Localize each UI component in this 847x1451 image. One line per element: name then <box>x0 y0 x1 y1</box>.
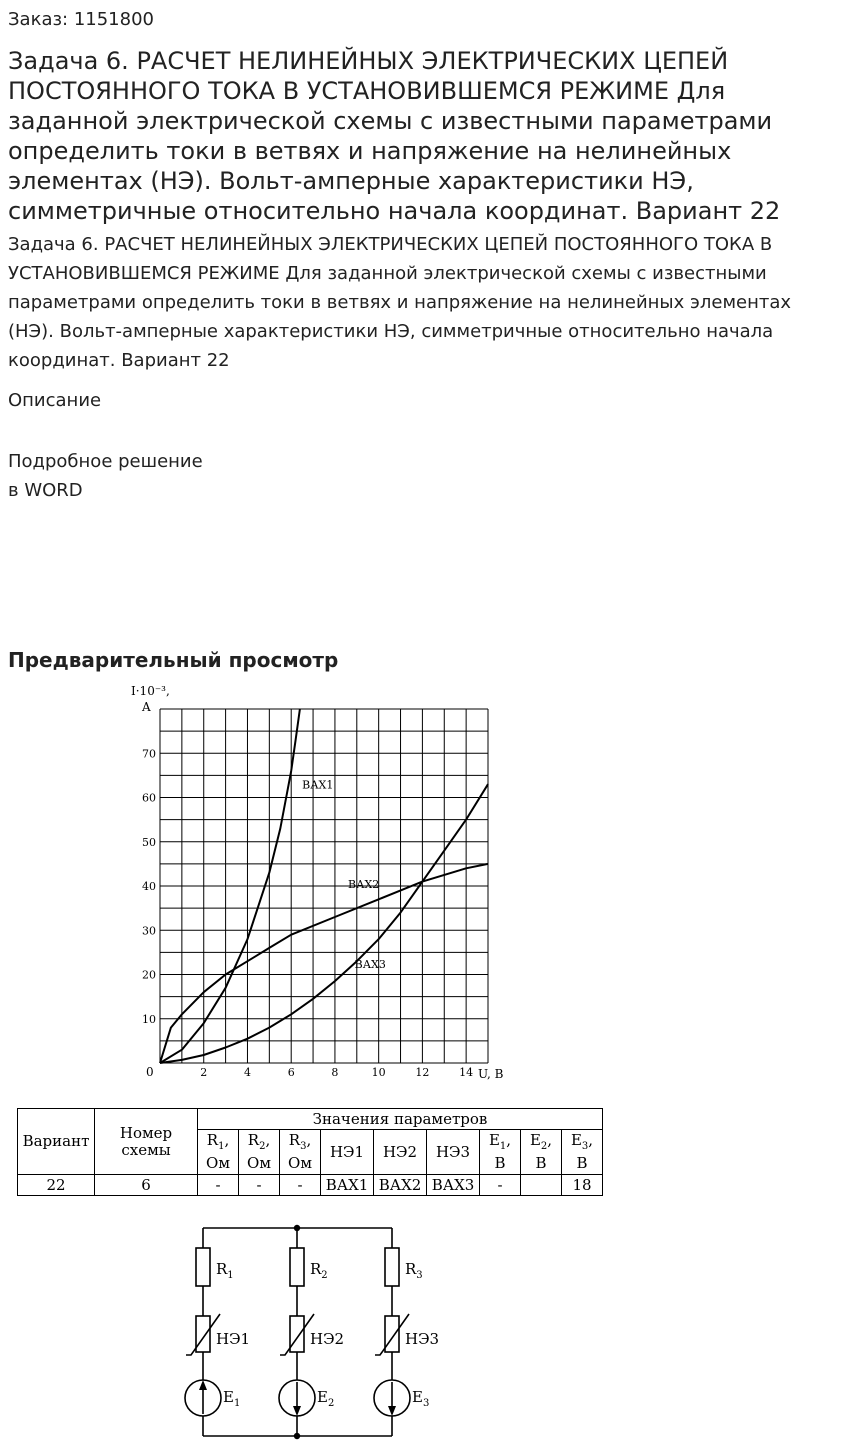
resistor-label-3: $R_3$ <box>405 1260 423 1281</box>
description-text: Задача 6. РАСЧЕТ НЕЛИНЕЙНЫХ ЭЛЕКТРИЧЕСКИХ ЦЕПЕЙ ПОСТОЯННОГО ТОКА В УСТАНОВИВШЕМСЯ РЕЖИМЕ Для заданной электрической схемы с известными параметрами определить токи в ветвях и напряжение на нелинейных элементах (НЭ). Вольт-амперные характеристики НЭ, симметричные относительно начала координат. Вариант 22 <box>8 234 792 371</box>
x-tick-label: 12 <box>415 1066 430 1079</box>
param-header-6: НЭ3 <box>427 1130 480 1175</box>
solution-line-2: в WORD <box>8 480 83 501</box>
x-axis-label: U, B <box>478 1067 504 1081</box>
y-axis-label: I·10⁻³, <box>131 684 170 698</box>
order-number: Заказ: 1151800 <box>8 9 154 30</box>
header-scheme-line2: схемы <box>121 1140 171 1159</box>
vax-chart <box>120 680 520 1085</box>
y-tick-label: 70 <box>142 747 156 761</box>
x-tick-label: 8 <box>331 1066 339 1079</box>
nonlinear-element-2 <box>290 1316 304 1352</box>
param-header-2: $R_2$, Ом <box>239 1130 280 1175</box>
branch-1 <box>185 1228 250 1436</box>
branch-2 <box>279 1228 344 1436</box>
x-tick-label: 10 <box>371 1066 386 1079</box>
series-label-3: ВАХ3 <box>354 957 386 971</box>
param-header-8: $E_2$, В <box>521 1130 562 1175</box>
header-scheme-line1: Номер <box>119 1123 173 1142</box>
y-tick-label: 40 <box>142 880 156 893</box>
x-tick-label: 6 <box>287 1066 295 1079</box>
x-tick-label: 14 <box>459 1066 474 1079</box>
resistor-label-2: $R_2$ <box>310 1260 328 1281</box>
nonlinear-label-1: НЭ1 <box>216 1330 251 1348</box>
nonlinear-element-1 <box>196 1316 210 1352</box>
x-tick-label: 2 <box>200 1066 208 1079</box>
solution-line-1: Подробное решение <box>8 451 203 472</box>
y-axis-unit: A <box>142 700 151 714</box>
value-cell-2: 6 <box>95 1175 198 1196</box>
param-header-9: $E_3$, В <box>562 1130 603 1175</box>
source-label-3: $E_3$ <box>412 1388 430 1409</box>
param-header-5: НЭ2 <box>374 1130 427 1175</box>
nonlinear-element-3 <box>385 1316 399 1352</box>
preview-heading: Предварительный просмотр <box>8 648 339 672</box>
value-cell-10 <box>521 1175 562 1196</box>
param-header-3: $R_3$, Ом <box>280 1130 321 1175</box>
y-tick-label: 50 <box>142 835 156 849</box>
value-cell-4: - <box>239 1175 280 1196</box>
source-label-2: $E_2$ <box>317 1388 335 1409</box>
nonlinear-label-3: НЭ3 <box>405 1330 440 1348</box>
chart-grid <box>160 709 488 1063</box>
y-tick-label: 60 <box>142 791 156 805</box>
source-label-1: $E_1$ <box>223 1388 241 1409</box>
resistor-3 <box>385 1248 399 1286</box>
param-header-4: НЭ1 <box>321 1130 374 1175</box>
header-scheme <box>95 1109 198 1175</box>
header-param-group: Значения параметров <box>198 1109 603 1130</box>
series-line-2 <box>160 864 488 1063</box>
resistor-2 <box>290 1248 304 1286</box>
value-cell-3: - <box>198 1175 239 1196</box>
value-cell-6: ВАХ1 <box>321 1175 374 1196</box>
param-header-7: $E_1$, В <box>480 1130 521 1175</box>
header-variant: Вариант <box>18 1109 95 1175</box>
value-cell-1: 22 <box>18 1175 95 1196</box>
value-cell-9: - <box>480 1175 521 1196</box>
value-cell-8: ВАХ3 <box>427 1175 480 1196</box>
x-tick-label: 4 <box>243 1066 251 1079</box>
page-title: Задача 6. РАСЧЕТ НЕЛИНЕЙНЫХ ЭЛЕКТРИЧЕСКИХ ЦЕПЕЙ ПОСТОЯННОГО ТОКА В УСТАНОВИВШЕМСЯ РЕЖИМЕ Для заданной электрической схемы с известными параметрами определить токи в ветвях и напряжение на нелинейных элементах (НЭ). Вольт-амперные характеристики НЭ, симметричные относительно начала координат. Вариант 22 <box>8 47 781 225</box>
resistor-1 <box>196 1248 210 1286</box>
series-label-1: ВАХ1 <box>302 778 334 792</box>
parameters-table <box>17 1108 603 1196</box>
circuit-diagram <box>175 1220 440 1445</box>
value-cell-11: 18 <box>562 1175 603 1196</box>
param-header-1: $R_1$, Ом <box>198 1130 239 1175</box>
description-label: Описание <box>8 390 102 411</box>
resistor-label-1: $R_1$ <box>216 1260 234 1281</box>
value-cell-7: ВАХ2 <box>374 1175 427 1196</box>
origin-label: 0 <box>146 1065 154 1079</box>
series-line-3 <box>160 784 488 1063</box>
value-cell-5: - <box>280 1175 321 1196</box>
y-tick-label: 30 <box>142 924 156 938</box>
y-tick-label: 20 <box>142 968 156 982</box>
y-tick-label: 10 <box>142 1012 156 1026</box>
nonlinear-label-2: НЭ2 <box>310 1330 345 1348</box>
series-label-2: ВАХ2 <box>348 878 380 892</box>
branch-3 <box>374 1228 439 1436</box>
